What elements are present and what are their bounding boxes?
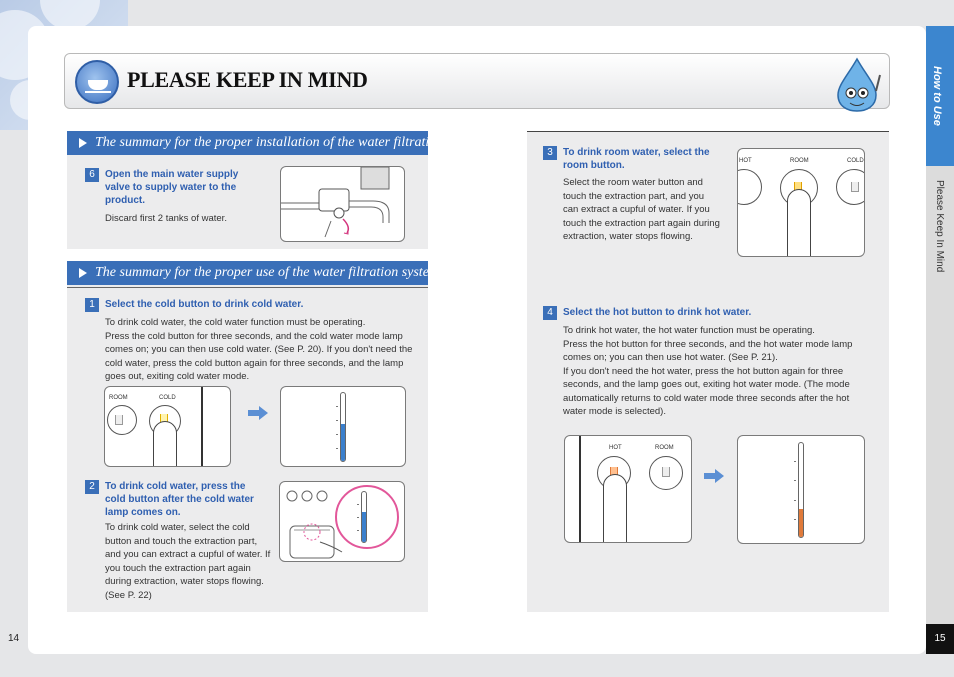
cold-thermometer-zoom [361, 491, 367, 543]
divider [67, 287, 428, 288]
thermometer-fill [341, 424, 345, 461]
valve-figure [280, 166, 405, 242]
finger-icon [603, 474, 627, 543]
step-title: Open the main water supply valve to supply water to the product. [105, 169, 239, 206]
hot-thermometer-figure [737, 435, 865, 544]
step-number: 2 [85, 480, 99, 494]
glass-icon [115, 415, 123, 425]
thermometer-tick [794, 500, 796, 501]
cold-label: COLD [847, 158, 864, 164]
hot-label: HOT [739, 158, 752, 164]
thermometer-fill [799, 509, 803, 537]
room-label: ROOM [655, 445, 674, 451]
step-number: 3 [543, 146, 557, 160]
cold-button-figure [104, 386, 231, 467]
arrow-right-icon [248, 406, 268, 420]
thermometer-tick [336, 420, 338, 421]
step-body: Discard first 2 tanks of water. [105, 213, 227, 224]
hot-label: HOT [609, 445, 622, 451]
title-bar [64, 53, 890, 109]
glass-icon [851, 182, 859, 192]
cold-label: COLD [159, 395, 176, 401]
step-body: To drink hot water, the hot water function must be operating. Press the hot button for three seconds, and the hot water mode lamp comes on; you can then use hot water. (See P. 21). If you don't need the hot water, press the hot button again for three seconds, and the lamp goes out, exiting hot water mode. (The mode automatically returns to cold water mode three seconds after the hot water mode is selected). [563, 325, 853, 417]
magnified-lens [335, 485, 399, 549]
extraction-figure [279, 481, 405, 562]
cold-thermometer-figure [280, 386, 406, 467]
side-tab-label: How to Use [931, 66, 943, 126]
use-header-text: The summary for the proper use of the water filtration system. [95, 265, 443, 280]
side-section [926, 166, 954, 624]
thermometer-tick [794, 519, 796, 520]
cold-thermometer [340, 392, 346, 462]
use-header [67, 261, 443, 285]
step-number: 6 [85, 168, 99, 182]
thermometer-tick [357, 530, 359, 531]
thermometer-tick [794, 480, 796, 481]
finger-icon [153, 421, 177, 467]
thermometer-tick [336, 406, 338, 407]
hot-button[interactable] [737, 169, 762, 205]
side-section-label: Please Keep In Mind [934, 180, 945, 273]
room-button-figure [737, 148, 865, 257]
hot-thermometer [798, 442, 804, 538]
room-label: ROOM [790, 158, 809, 164]
page-number-left: 14 [8, 633, 20, 644]
divider [527, 131, 889, 132]
step-title: Select the cold button to drink cold water. [105, 299, 304, 310]
play-triangle-icon [79, 268, 87, 278]
side-tab-how-to-use[interactable] [926, 26, 954, 166]
finger-icon [787, 189, 811, 257]
step-body: To drink cold water, the cold water function must be operating. Press the cold button for three seconds, and the cold water mode lamp comes on; you can then use cold water. (See P. 20). If you don't need the cold water, press the cold button again for three seconds, and the lamp goes out, exiting cold water mode. [105, 317, 413, 382]
thermometer-tick [357, 504, 359, 505]
thermometer-tick [357, 517, 359, 518]
thermometer-fill [362, 512, 366, 542]
hot-button-figure [564, 435, 692, 543]
thermometer-tick [336, 448, 338, 449]
water-cup-icon [75, 60, 119, 104]
page-title: PLEASE KEEP IN MIND [127, 67, 368, 92]
room-label: ROOM [109, 395, 128, 401]
glass-icon [662, 467, 670, 477]
thermometer-tick [794, 461, 796, 462]
step-body: Select the room water button and touch the extraction part, and you can extract a cupful of water. If you touch the extraction part again during extraction, water stops flowing. [563, 177, 720, 242]
install-header-text: The summary for the proper installation of the water filtration system. [95, 135, 488, 150]
step-number: 1 [85, 298, 99, 312]
step-number: 4 [543, 306, 557, 320]
play-triangle-icon [79, 138, 87, 148]
step-title: To drink cold water, press the cold button after the cold water lamp comes on. [105, 481, 254, 518]
thermometer-tick [336, 434, 338, 435]
page-number-right: 15 [926, 624, 954, 654]
step-title: To drink room water, select the room button. [563, 147, 710, 171]
water-drop-mascot-icon [832, 57, 882, 113]
arrow-right-icon [704, 469, 724, 483]
step-title: Select the hot button to drink hot water. [563, 307, 752, 318]
step-body: To drink cold water, select the cold button and touch the extraction part, and you can extract a cupful of water. If you touch the extraction part again during extraction, water stops flowing.(See P. 22) [105, 522, 271, 601]
install-header [67, 131, 488, 155]
